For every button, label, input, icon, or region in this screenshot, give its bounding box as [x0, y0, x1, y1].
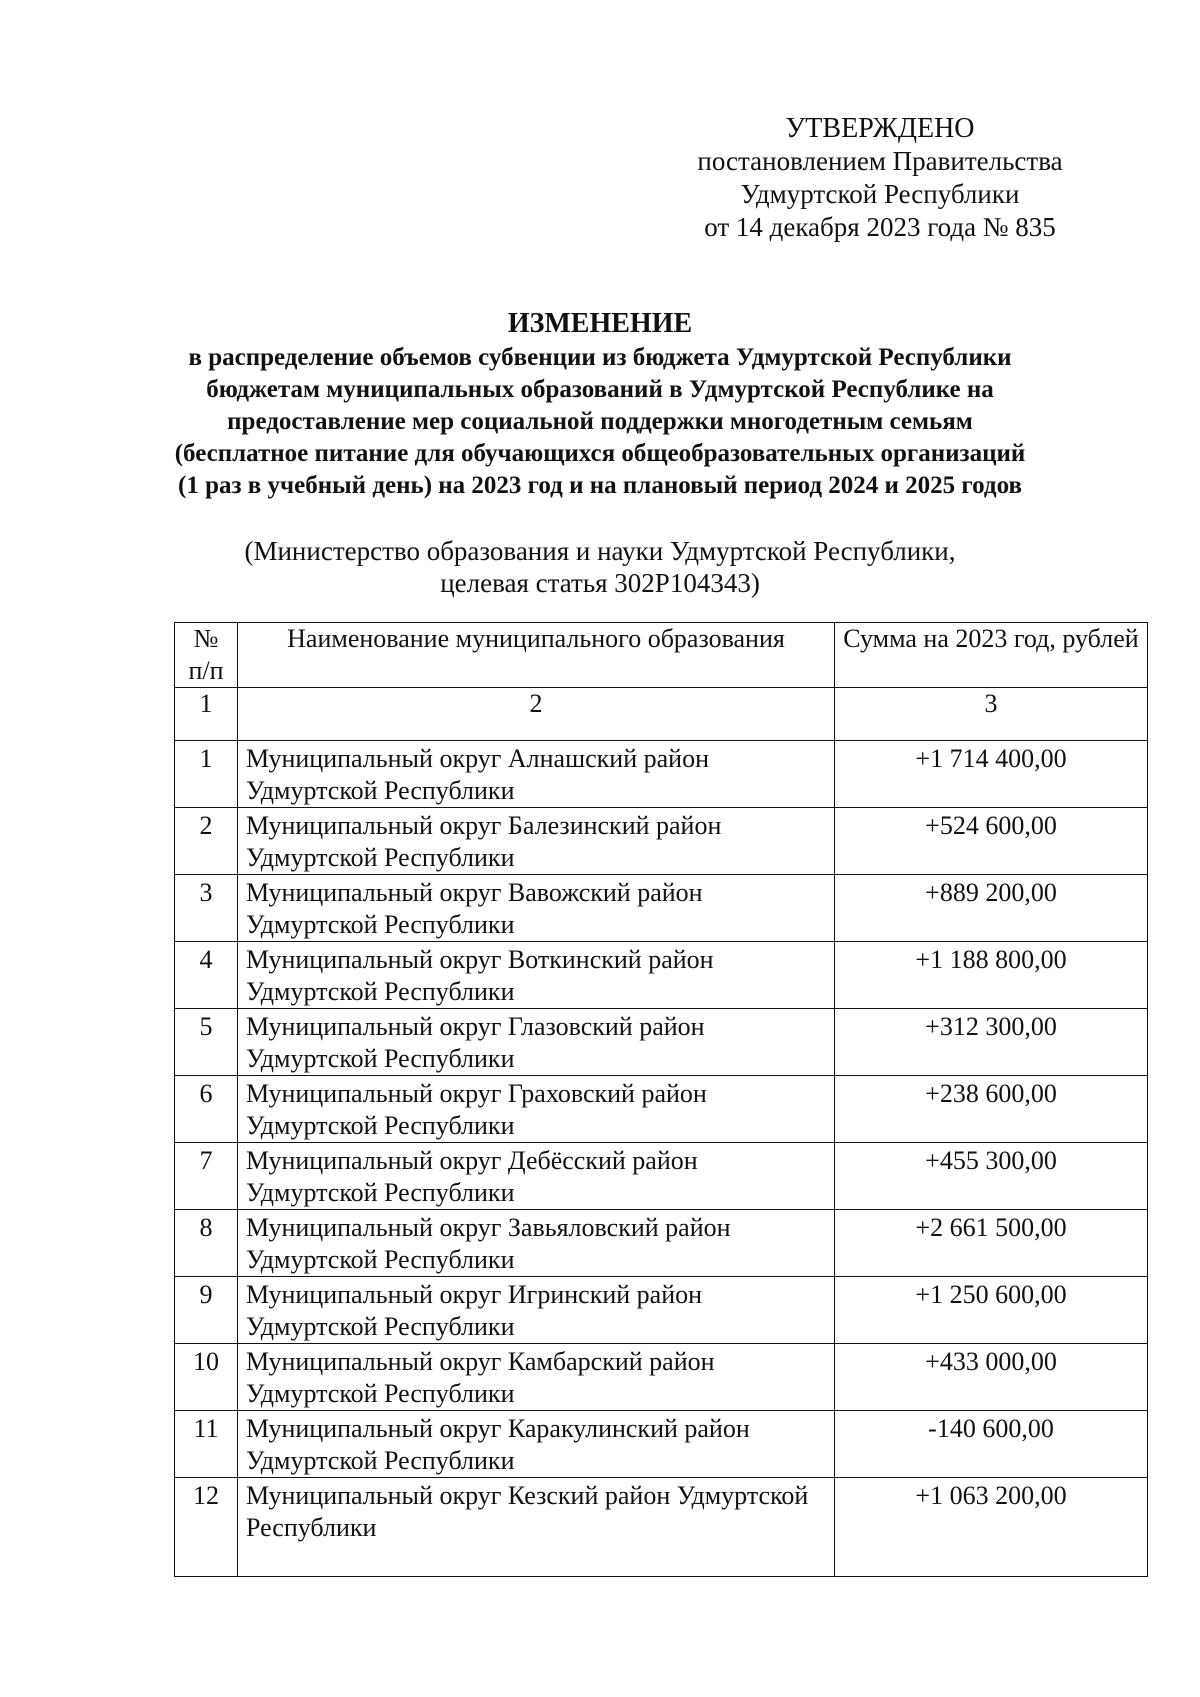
row-municipality: Муниципальный округ Балезинский район Удмуртской Республики [238, 808, 835, 875]
column-number: 1 [175, 688, 238, 741]
allocation-table [174, 622, 1148, 1577]
approval-line-3: от 14 декабря 2023 года № 835 [704, 212, 1056, 242]
row-amount: -140 600,00 [835, 1411, 1148, 1478]
row-municipality: Муниципальный округ Глазовский район Удмуртской Республики [238, 1009, 835, 1076]
row-municipality: Муниципальный округ Алнашский район Удмуртской Республики [238, 741, 835, 808]
table-row [175, 942, 1148, 1009]
row-amount: +433 000,00 [835, 1344, 1148, 1411]
header-number: № п/п [175, 623, 238, 688]
table-row [175, 808, 1148, 875]
row-amount: +889 200,00 [835, 875, 1148, 942]
row-amount: +1 714 400,00 [835, 741, 1148, 808]
row-number: 10 [175, 1344, 238, 1411]
table-row [175, 1344, 1148, 1411]
table-row [175, 1009, 1148, 1076]
title-main: ИЗМЕНЕНИЕ [507, 308, 693, 339]
row-amount: +2 661 500,00 [835, 1210, 1148, 1277]
table-row [175, 1210, 1148, 1277]
row-number: 11 [175, 1411, 238, 1478]
approval-heading: УТВЕРЖДЕНО [785, 113, 975, 144]
table-row [175, 1277, 1148, 1344]
row-municipality: Муниципальный округ Вавожский район Удмуртской Республики [238, 875, 835, 942]
table-header-row [175, 623, 1148, 688]
table-row [175, 1143, 1148, 1210]
table-row [175, 875, 1148, 942]
table-row [175, 741, 1148, 808]
row-number: 7 [175, 1143, 238, 1210]
row-municipality: Муниципальный округ Кезский район Удмуртской Республики [238, 1478, 835, 1577]
row-amount: +455 300,00 [835, 1143, 1148, 1210]
row-amount: +1 063 200,00 [835, 1478, 1148, 1577]
row-municipality: Муниципальный округ Граховский район Удмуртской Республики [238, 1076, 835, 1143]
row-number: 6 [175, 1076, 238, 1143]
ministry-note [150, 535, 1050, 599]
approval-line-2: Удмуртской Республики [740, 179, 1020, 209]
row-amount: +1 250 600,00 [835, 1277, 1148, 1344]
title-line: (1 раз в учебный день) на 2023 год и на плановый период 2024 и 2025 годов [178, 472, 1022, 499]
row-amount: +524 600,00 [835, 808, 1148, 875]
row-municipality: Муниципальный округ Воткинский район Удмуртской Республики [238, 942, 835, 1009]
row-amount: +238 600,00 [835, 1076, 1148, 1143]
row-municipality: Муниципальный округ Завьяловский район Удмуртской Республики [238, 1210, 835, 1277]
column-number-row [175, 688, 1148, 741]
row-municipality: Муниципальный округ Дебёсский район Удмуртской Республики [238, 1143, 835, 1210]
row-number: 2 [175, 808, 238, 875]
row-number: 8 [175, 1210, 238, 1277]
ministry-line-1: (Министерство образования и науки Удмуртской Республики, [244, 536, 956, 566]
table-row [175, 1411, 1148, 1478]
row-number: 9 [175, 1277, 238, 1344]
row-number: 3 [175, 875, 238, 942]
row-amount: +1 188 800,00 [835, 942, 1148, 1009]
title-line: (бесплатное питание для обучающихся общеобразовательных организаций [174, 440, 1026, 467]
row-amount: +312 300,00 [835, 1009, 1148, 1076]
row-number: 12 [175, 1478, 238, 1577]
document-title [100, 308, 1100, 502]
approval-stamp [680, 112, 1080, 244]
title-line: в распределение объемов субвенции из бюджета Удмуртской Республики [188, 344, 1012, 371]
title-line: предоставление мер социальной поддержки многодетным семьям [227, 408, 973, 435]
row-municipality: Муниципальный округ Каракулинский район Удмуртской Республики [238, 1411, 835, 1478]
row-municipality: Муниципальный округ Игринский район Удмуртской Республики [238, 1277, 835, 1344]
column-number: 2 [238, 688, 835, 741]
row-number: 5 [175, 1009, 238, 1076]
column-number: 3 [835, 688, 1148, 741]
table-row [175, 1076, 1148, 1143]
row-municipality: Муниципальный округ Камбарский район Удмуртской Республики [238, 1344, 835, 1411]
header-municipality: Наименование муниципального образования [238, 623, 835, 688]
row-number: 4 [175, 942, 238, 1009]
approval-line-1: постановлением Правительства [697, 146, 1063, 176]
row-number: 1 [175, 741, 238, 808]
title-line: бюджетам муниципальных образований в Удмуртской Республике на [206, 376, 994, 403]
header-amount: Сумма на 2023 год, рублей [835, 623, 1148, 688]
table-row [175, 1478, 1148, 1577]
ministry-line-2: целевая статья 302P104343) [440, 568, 760, 598]
